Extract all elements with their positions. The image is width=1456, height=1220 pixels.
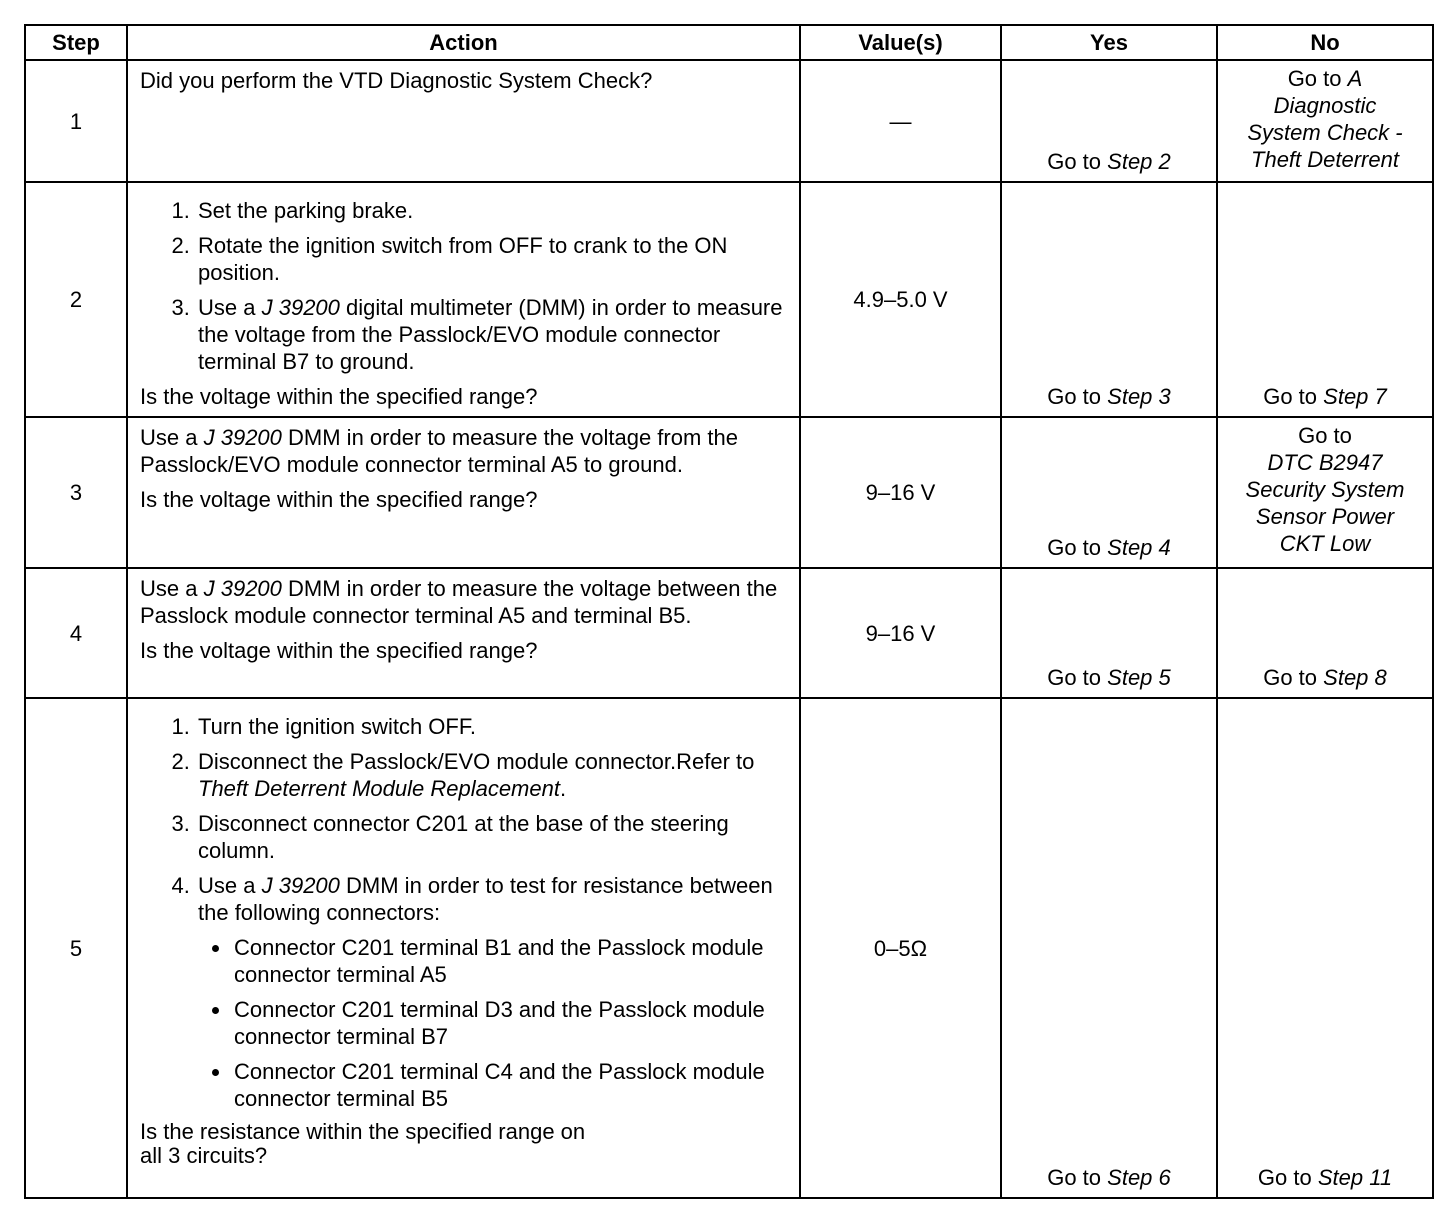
no-target: Step 8	[1323, 665, 1387, 690]
connector-item: • Connector C201 terminal D3 and the Passlock module connector terminal B7	[232, 996, 787, 1050]
connector-item: • Connector C201 terminal C4 and the Passlock module connector terminal B5	[232, 1058, 787, 1112]
value-cell: —	[800, 60, 1001, 182]
yes-target: Step 3	[1107, 384, 1171, 409]
value-cell: 9–16 V	[800, 417, 1001, 568]
connector-list	[198, 934, 787, 1112]
header-yes: Yes	[1001, 25, 1217, 60]
question-text: Is the voltage within the specified range?	[140, 384, 538, 409]
substep: 3. Disconnect connector C201 at the base of the steering column.	[196, 810, 787, 864]
action-text: Use a J 39200 DMM in order to measure the voltage from the Passlock/EVO module connector terminal A5 to ground.	[140, 425, 738, 477]
yes-cell: Go to Step 3	[1001, 182, 1217, 417]
header-no: No	[1217, 25, 1433, 60]
substep-list	[140, 197, 787, 375]
no-target-line: A	[1347, 66, 1363, 91]
action-cell	[127, 182, 800, 417]
tool-reference: J 39200	[203, 425, 282, 450]
step-number: 5	[25, 698, 127, 1198]
step-number: 2	[25, 182, 127, 417]
yes-cell: Go to Step 6	[1001, 698, 1217, 1198]
step-number: 1	[25, 60, 127, 182]
no-target-line: Security System	[1245, 477, 1405, 502]
no-target-line: Diagnostic	[1273, 93, 1377, 118]
connector-item: • Connector C201 terminal B1 and the Passlock module connector terminal A5	[232, 934, 787, 988]
header-values: Value(s)	[800, 25, 1001, 60]
yes-target: Step 2	[1107, 149, 1171, 174]
yes-cell	[1001, 60, 1217, 182]
step-number: 4	[25, 568, 127, 698]
action-text: Did you perform the VTD Diagnostic System Check?	[140, 68, 653, 93]
action-text: Use a J 39200 DMM in order to measure the voltage between the Passlock module connector terminal A5 and terminal B5.	[140, 576, 778, 628]
table-row-step-1	[25, 60, 1433, 182]
goto-label: Go to	[1287, 66, 1342, 91]
question-text: Is the voltage within the specified range?	[140, 487, 538, 512]
table-row-step-4	[25, 568, 1433, 698]
substep: 1. Set the parking brake.	[196, 197, 787, 224]
diagnostic-table	[24, 24, 1434, 1199]
no-cell: Go to Step 8	[1217, 568, 1433, 698]
question-text: Is the voltage within the specified range?	[140, 638, 538, 663]
no-cell	[1217, 60, 1433, 182]
substep-list	[140, 713, 787, 1112]
step-number: 3	[25, 417, 127, 568]
action-cell	[127, 568, 800, 698]
header-row	[25, 25, 1433, 60]
no-cell: Go to Step 11	[1217, 698, 1433, 1198]
table-row-step-3	[25, 417, 1433, 568]
substep: 4. Use a J 39200 DMM in order to test for resistance between the following connectors: • Connector C201 terminal B1 and the Passlock module connector terminal A5 • Connector C201 terminal D3 and the Passlock module connector terminal B7 • Connector C201 terminal C4 and the Passlock module connector terminal B5	[196, 872, 787, 1112]
substep: 3. Use a J 39200 digital multimeter (DMM) in order to measure the voltage from the Passlock/EVO module connector terminal B7 to ground.	[196, 294, 787, 375]
table-row-step-5	[25, 698, 1433, 1198]
action-cell	[127, 60, 800, 182]
no-target-line: CKT Low	[1279, 531, 1371, 556]
yes-cell: Go to Step 5	[1001, 568, 1217, 698]
no-target-line: DTC B2947	[1267, 450, 1383, 475]
substep: 2. Rotate the ignition switch from OFF to crank to the ON position.	[196, 232, 787, 286]
yes-target: Step 5	[1107, 665, 1171, 690]
no-cell: Go to DTC B2947 Security System Sensor Power CKT Low	[1217, 417, 1433, 568]
value-cell: 9–16 V	[800, 568, 1001, 698]
substep: 1. Turn the ignition switch OFF.	[196, 713, 787, 740]
yes-target: Step 6	[1107, 1165, 1171, 1190]
no-target-line: Sensor Power	[1255, 504, 1395, 529]
header-step: Step	[25, 25, 127, 60]
value-cell: 4.9–5.0 V	[800, 182, 1001, 417]
action-cell	[127, 417, 800, 568]
goto-label: Go to	[1047, 149, 1102, 174]
action-cell	[127, 698, 800, 1198]
no-cell: Go to Step 7	[1217, 182, 1433, 417]
tool-reference: J 39200	[261, 873, 340, 898]
tool-reference: J 39200	[261, 295, 340, 320]
header-action: Action	[127, 25, 800, 60]
substep: 2. Disconnect the Passlock/EVO module connector.Refer to Theft Deterrent Module Replacement.	[196, 748, 787, 802]
value-cell: 0–5Ω	[800, 698, 1001, 1198]
no-target: Step 11	[1317, 1165, 1393, 1190]
no-target-line: System Check -	[1247, 120, 1403, 145]
yes-target: Step 4	[1107, 535, 1171, 560]
no-target-line: Theft Deterrent	[1251, 147, 1399, 172]
reference-link: Theft Deterrent Module Replacement	[198, 776, 560, 801]
question-text: Is the resistance within the specified range on all 3 circuits?	[140, 1119, 586, 1168]
tool-reference: J 39200	[203, 576, 282, 601]
yes-cell: Go to Step 4	[1001, 417, 1217, 568]
no-target: Step 7	[1323, 384, 1387, 409]
table-row-step-2	[25, 182, 1433, 417]
